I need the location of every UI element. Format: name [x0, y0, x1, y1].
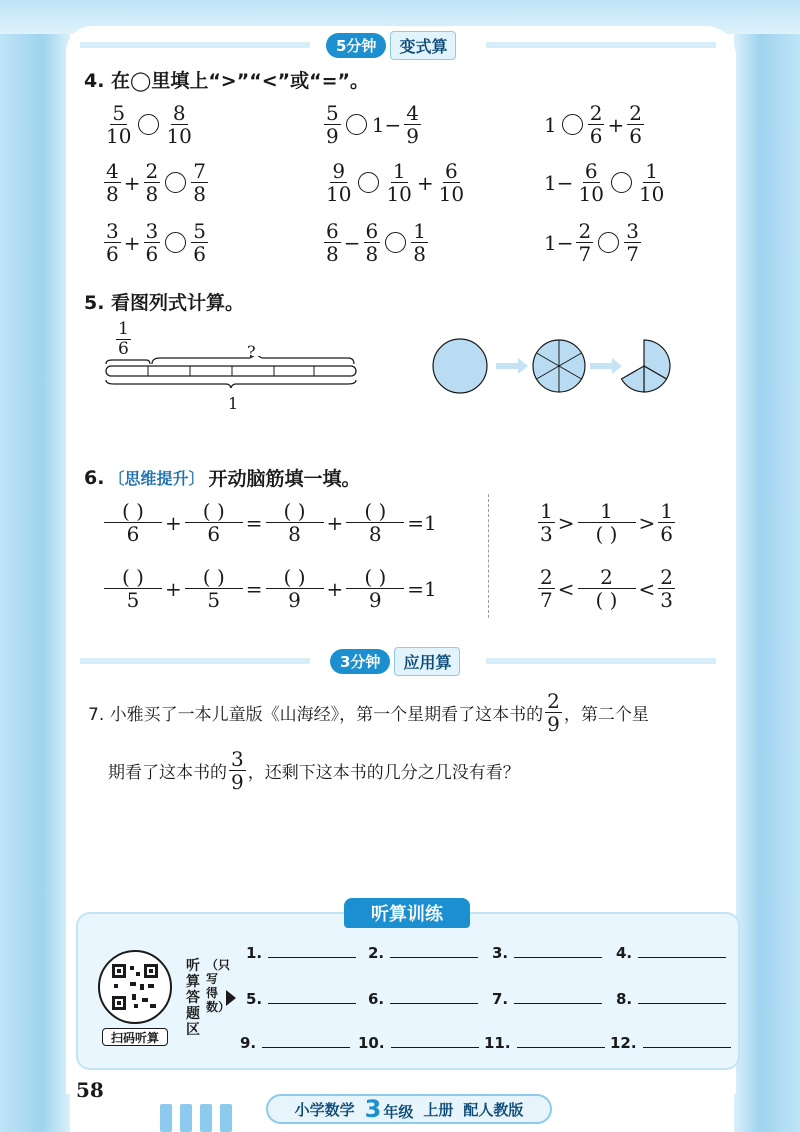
bar-question-mark: ?	[247, 342, 256, 361]
answer-area-note: （只写得数）	[206, 958, 231, 1014]
answer-item-5[interactable]: 5.	[246, 990, 356, 1008]
compare-circle[interactable]	[598, 232, 619, 253]
pie-circles-diagram	[432, 336, 676, 402]
section-badge-2: 3分钟	[330, 649, 390, 674]
q4-item-8: $\frac{6}{8}$ − $\frac{6}{8}$ $\frac{1}{8}$	[326, 219, 426, 266]
answer-item-3[interactable]: 3.	[492, 944, 602, 962]
listening-title: 听算训练	[344, 898, 470, 928]
compare-circle[interactable]	[385, 232, 406, 253]
qr-code-frame[interactable]	[98, 950, 172, 1024]
q6-inequality-2: $\frac{2}{7}$ < $\frac{2}{( )}$ < $\frac{2}{3}$	[540, 565, 673, 612]
header-strip-right	[486, 42, 716, 48]
bar-part-fraction: $\frac{1}{6}$	[118, 319, 129, 359]
q4-item-7: $\frac{3}{6}$ + $\frac{3}{6}$ $\frac{5}{6}$	[106, 219, 206, 266]
page-frame-right	[734, 0, 800, 1132]
q4-item-1: $\frac{5}{10}$ $\frac{8}{10}$	[106, 101, 192, 148]
question-6-title: 6. 〔思维提升〕 开动脑筋填一填。	[84, 466, 361, 490]
header-strip-left	[80, 42, 310, 48]
thinking-tag: 〔思维提升〕	[108, 469, 205, 488]
answer-item-2[interactable]: 2.	[368, 944, 478, 962]
compare-circle[interactable]	[138, 114, 159, 135]
compare-circle[interactable]	[562, 114, 583, 135]
divider	[488, 494, 489, 618]
page-frame-left	[0, 0, 70, 1132]
answer-item-8[interactable]: 8.	[616, 990, 726, 1008]
answer-item-6[interactable]: 6.	[368, 990, 478, 1008]
scan-label: 扫码听算	[102, 1028, 168, 1046]
answer-item-9[interactable]: 9.	[240, 1034, 350, 1052]
question-7-line-2: 期看了这本书的 $\frac{3}{9}$ ，还剩下这本书的几分之几没有看？	[108, 747, 520, 794]
q4-item-2: $\frac{5}{9}$ 1− $\frac{4}{9}$	[326, 101, 419, 148]
q4-item-3: 1 $\frac{2}{6}$ + $\frac{2}{6}$	[544, 101, 642, 148]
grade-number: 3	[364, 1095, 382, 1123]
answer-item-1[interactable]: 1.	[246, 944, 356, 962]
answer-item-7[interactable]: 7.	[492, 990, 602, 1008]
section-title-2: 应用算	[394, 647, 460, 676]
answer-item-12[interactable]: 12.	[610, 1034, 731, 1052]
play-arrow-icon	[226, 990, 236, 1006]
q4-item-9: 1− $\frac{2}{7}$ $\frac{3}{7}$	[544, 219, 639, 266]
q4-item-4: $\frac{4}{8}$ + $\frac{2}{8}$ $\frac{7}{8}$	[106, 159, 206, 206]
answer-area-label: 听算答题区	[186, 958, 200, 1038]
answer-item-11[interactable]: 11.	[484, 1034, 605, 1052]
section-header-yingyongsuan	[330, 648, 460, 674]
compare-circle[interactable]	[165, 172, 186, 193]
question-5-title: 5. 看图列式计算。	[84, 292, 245, 314]
compare-circle[interactable]	[358, 172, 379, 193]
question-4-title: 4. 在◯里填上“>”“<”或“=”。	[84, 70, 370, 92]
section-badge: 5分钟	[326, 33, 386, 58]
compare-circle[interactable]	[346, 114, 367, 135]
compare-circle[interactable]	[165, 232, 186, 253]
question-7-line-1: 7. 小雅买了一本儿童版《山海经》，第一个星期看了这本书的 $\frac{2}{9}$ ，第二个星	[88, 689, 649, 736]
section-title: 变式算	[390, 31, 456, 60]
answer-item-4[interactable]: 4.	[616, 944, 726, 962]
segment-bar-diagram	[100, 356, 362, 392]
compare-circle[interactable]	[611, 172, 632, 193]
bar-whole-label: 1	[228, 394, 239, 413]
answer-item-10[interactable]: 10.	[358, 1034, 479, 1052]
header-strip-right-2	[486, 658, 716, 664]
q4-item-6: 1− $\frac{6}{10}$ $\frac{1}{10}$	[544, 159, 665, 206]
footer-book-info: 小学数学 3 年级 上册 配人教版	[266, 1094, 552, 1124]
header-strip-left-2	[80, 658, 310, 664]
page-number: 58	[76, 1078, 104, 1102]
q6-equation-2: $\frac{( )}{5}$ + $\frac{( )}{5}$ = $\frac{( )}{9}$ + $\frac{( )}{9}$ =1	[104, 566, 437, 611]
q6-inequality-1: $\frac{1}{3}$ > $\frac{1}{( )}$ > $\frac{1}{6}$	[540, 499, 673, 546]
footer-decoration	[160, 1104, 232, 1132]
qr-code-icon	[112, 964, 158, 1010]
section-header-bianshisuan	[326, 32, 456, 58]
q6-equation-1: $\frac{( )}{6}$ + $\frac{( )}{6}$ = $\frac{( )}{8}$ + $\frac{( )}{8}$ =1	[104, 500, 437, 545]
q4-item-5: $\frac{9}{10}$ $\frac{1}{10}$ + $\frac{6}{10}$	[326, 159, 465, 206]
